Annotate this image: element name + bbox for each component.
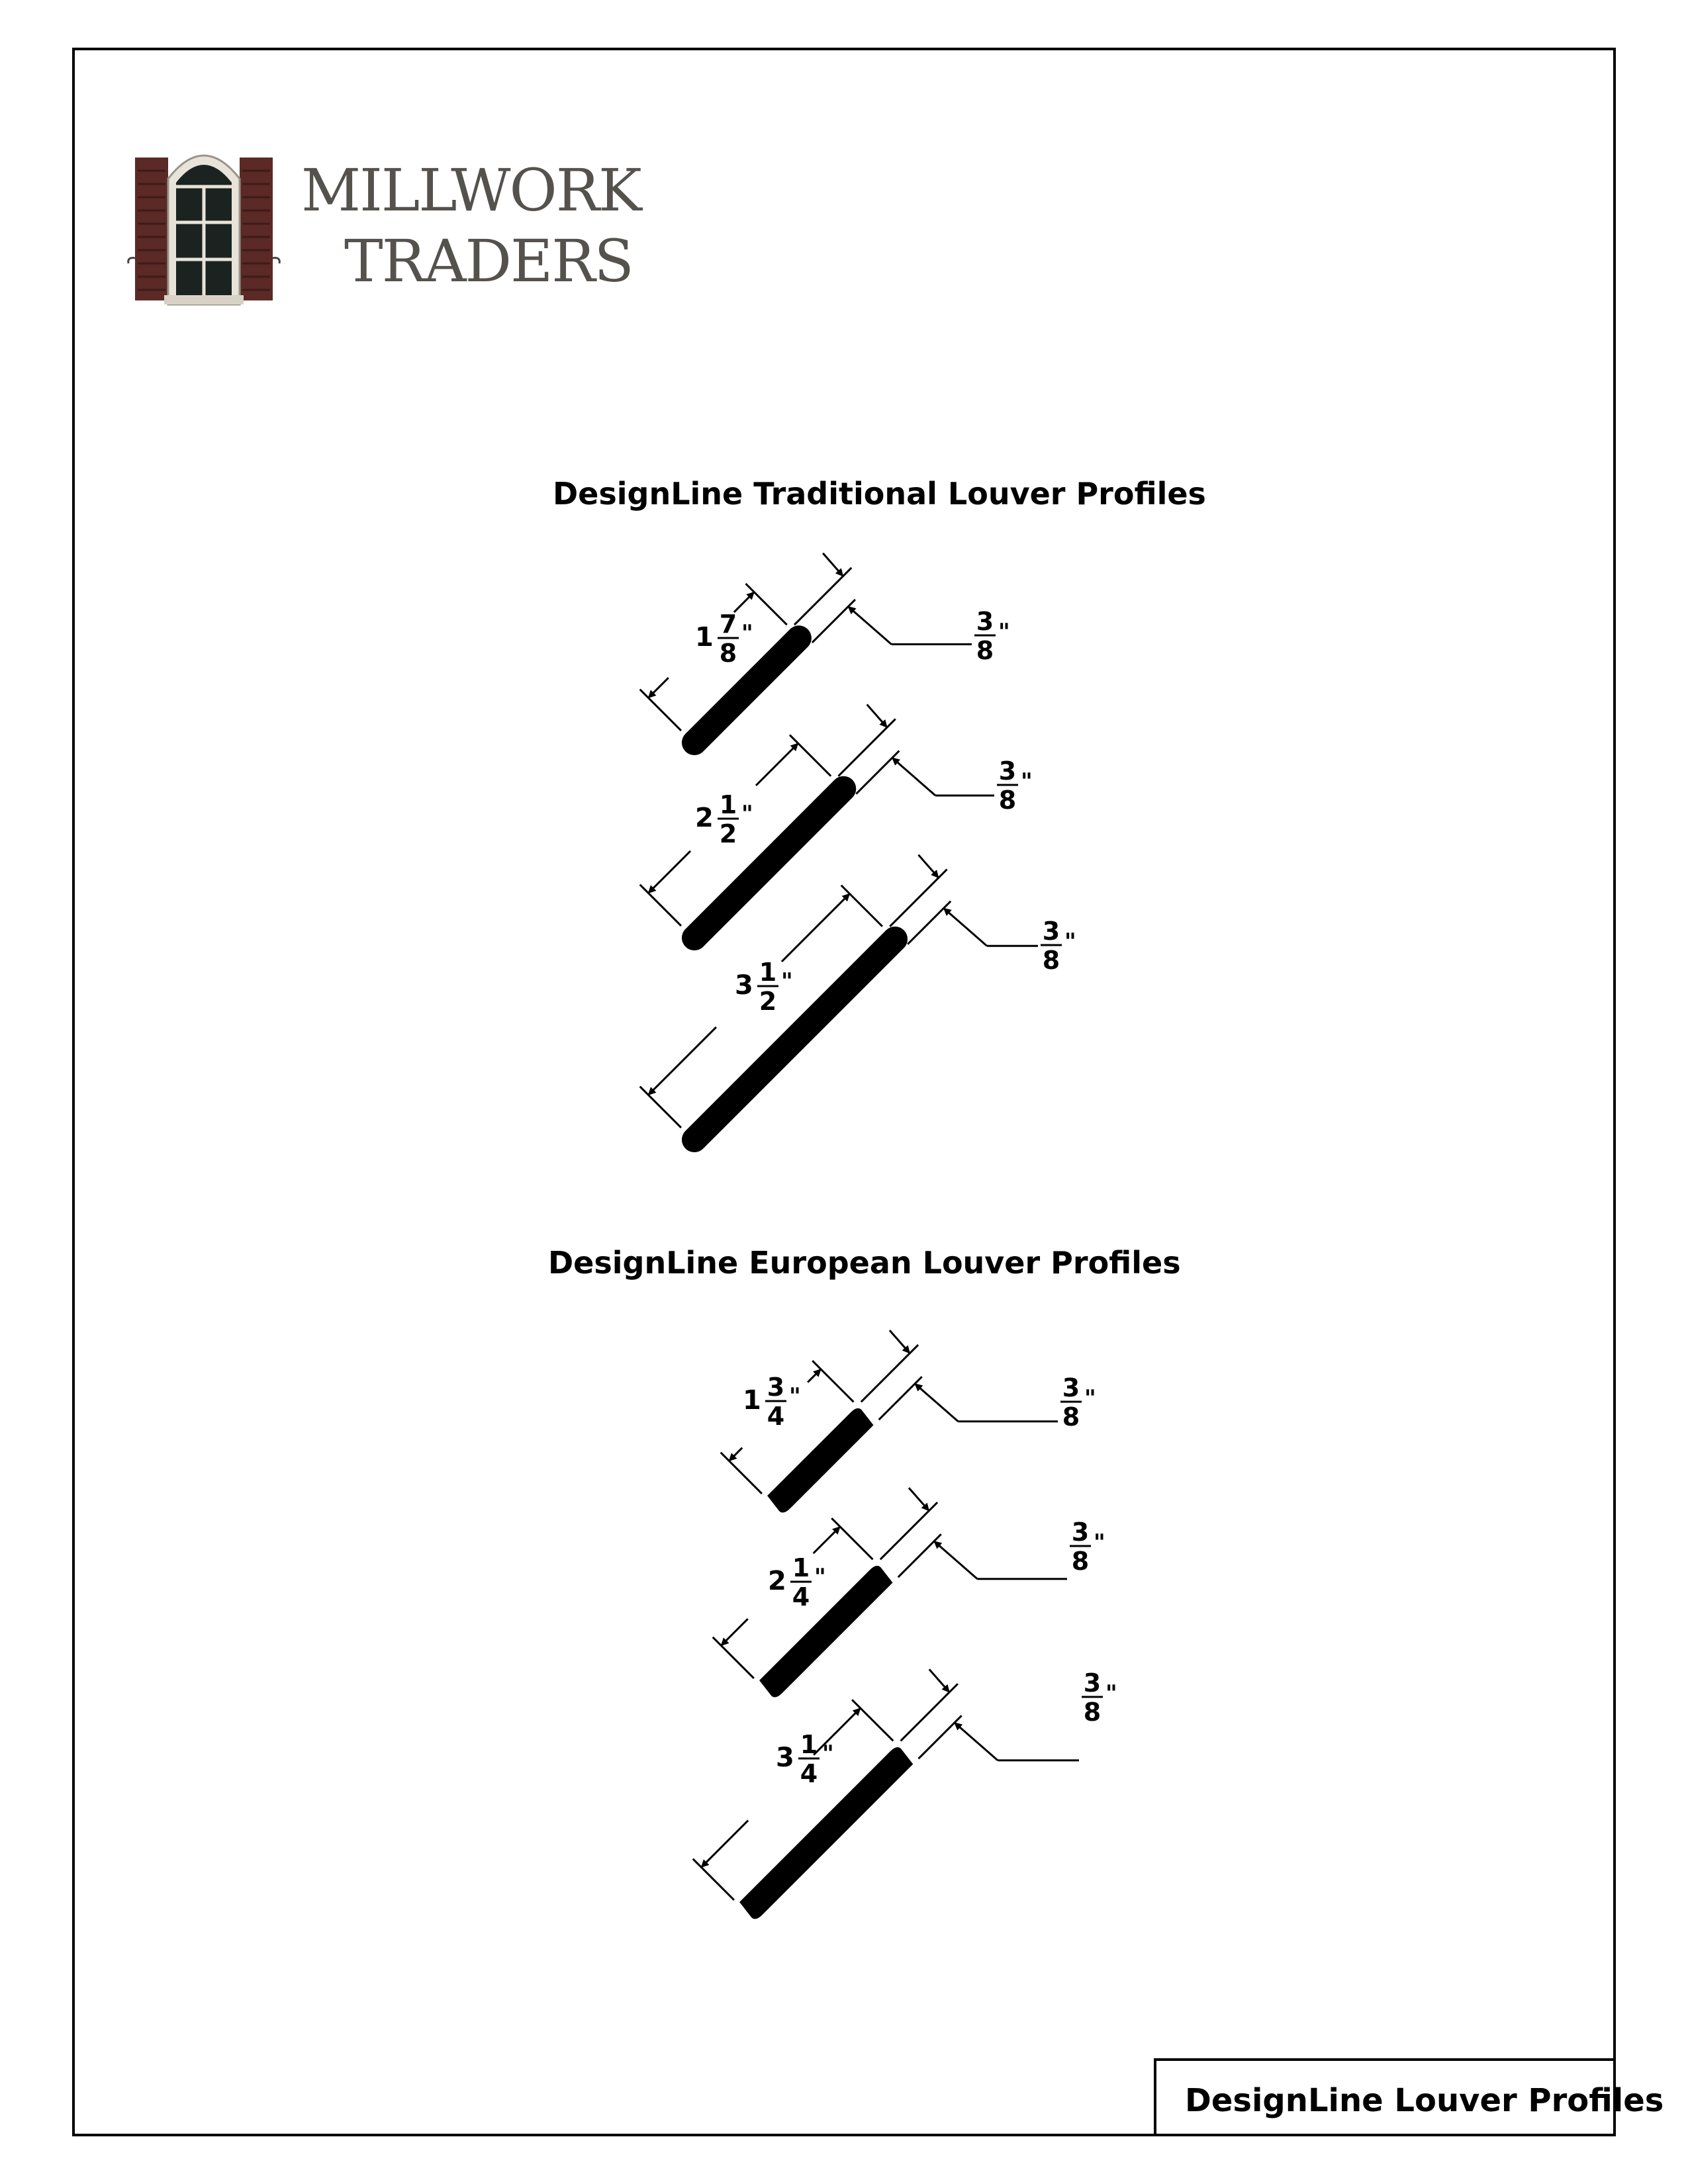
- thickness-arrow: [890, 1330, 910, 1353]
- width-extension-line: [831, 1518, 872, 1559]
- thickness-numerator: 3: [976, 607, 994, 636]
- width-dimension-label: [695, 610, 753, 668]
- width-whole: 1: [743, 1385, 761, 1416]
- thickness-denominator: 8: [998, 786, 1017, 815]
- width-whole: 2: [768, 1566, 786, 1596]
- width-whole: 2: [695, 803, 714, 833]
- thickness-arrow: [867, 704, 887, 727]
- thickness-leader: [956, 1561, 977, 1579]
- width-extension-line: [693, 1859, 734, 1900]
- width-numerator: 1: [759, 958, 777, 987]
- inch-mark: ": [814, 1564, 826, 1590]
- traditional-profile-3: [640, 855, 1076, 1152]
- width-extension-line: [812, 1361, 853, 1402]
- inch-mark: ": [1084, 1385, 1096, 1412]
- width-dimension-label: [743, 1373, 801, 1431]
- thickness-denominator: 8: [1042, 946, 1060, 975]
- width-dimension-line: [721, 1619, 747, 1645]
- title-block: [1155, 2060, 1664, 2135]
- width-denominator: 4: [792, 1582, 810, 1612]
- thickness-dimension-label: [1041, 917, 1076, 975]
- thickness-denominator: 8: [1071, 1547, 1090, 1576]
- thickness-extension-line: [861, 1345, 918, 1402]
- millwork-traders-logo: [128, 156, 643, 304]
- width-dimension-label: [768, 1553, 826, 1612]
- thickness-leader: [914, 777, 935, 796]
- thickness-arrow: [915, 1384, 937, 1403]
- width-numerator: 1: [792, 1553, 810, 1582]
- width-dimension-line: [701, 1821, 748, 1868]
- width-dimension-line: [756, 743, 798, 786]
- thickness-numerator: 3: [1042, 917, 1060, 946]
- width-dimension-line: [782, 893, 850, 962]
- thickness-extension-line: [794, 568, 851, 625]
- thickness-denominator: 8: [1062, 1402, 1080, 1432]
- thickness-dimension-label: [974, 607, 1010, 665]
- thickness-arrow: [823, 553, 843, 576]
- width-denominator: 2: [719, 819, 737, 848]
- thickness-extension-line: [880, 1502, 937, 1559]
- width-dimension-line: [734, 592, 754, 612]
- width-denominator: 8: [719, 639, 737, 668]
- thickness-denominator: 8: [976, 636, 994, 665]
- european-section-title: DesignLine European Louver Profiles: [548, 1245, 1181, 1281]
- thickness-extension-line: [890, 870, 947, 927]
- traditional-section-title: DesignLine Traditional Louver Profiles: [553, 476, 1206, 512]
- width-extension-line: [640, 885, 681, 926]
- louver-slat: [682, 927, 908, 1152]
- thickness-leader: [966, 927, 987, 946]
- width-dimension-line: [729, 1448, 742, 1461]
- thickness-arrow: [955, 1723, 976, 1742]
- thickness-numerator: 3: [1083, 1668, 1102, 1698]
- width-numerator: 3: [767, 1373, 785, 1402]
- inch-mark: ": [1105, 1680, 1117, 1707]
- width-dimension-label: [695, 790, 753, 848]
- width-numerator: 1: [719, 790, 737, 819]
- inch-mark: ": [789, 1383, 801, 1410]
- logo-text-millwork: MILLWORK: [301, 156, 641, 224]
- thickness-extension-line: [901, 1684, 958, 1741]
- width-dimension-line: [648, 678, 668, 698]
- width-denominator: 4: [800, 1759, 818, 1788]
- width-extension-line: [852, 1700, 893, 1741]
- thickness-dimension-label: [1082, 1668, 1117, 1727]
- width-numerator: 1: [800, 1730, 818, 1759]
- thickness-arrow: [848, 607, 870, 626]
- width-extension-line: [841, 886, 882, 927]
- louver-slat: [739, 1747, 914, 1919]
- thickness-leader: [976, 1742, 998, 1760]
- inch-mark: ": [1021, 768, 1033, 795]
- width-extension-line: [745, 584, 786, 625]
- thickness-numerator: 3: [998, 756, 1017, 786]
- thickness-dimension-label: [997, 756, 1033, 815]
- width-numerator: 7: [719, 610, 737, 639]
- width-extension-line: [640, 1087, 681, 1128]
- traditional-profile-1: [640, 553, 1010, 755]
- width-dimension-line: [648, 1027, 716, 1095]
- width-extension-line: [713, 1637, 754, 1678]
- inch-mark: ": [822, 1741, 834, 1767]
- thickness-arrow: [944, 908, 966, 927]
- louver-profile-drawings: [640, 553, 1117, 1919]
- width-dimension-line: [814, 1708, 861, 1755]
- width-denominator: 2: [759, 987, 777, 1016]
- inch-mark: ": [1094, 1529, 1105, 1556]
- width-denominator: 4: [767, 1402, 785, 1431]
- thickness-numerator: 3: [1071, 1518, 1090, 1547]
- width-dimension-line: [814, 1527, 840, 1553]
- inch-mark: ": [781, 968, 793, 995]
- width-whole: 3: [735, 970, 753, 1001]
- width-dimension-label: [776, 1730, 834, 1788]
- thickness-arrow: [892, 758, 914, 777]
- thickness-extension-line: [838, 719, 895, 776]
- thickness-arrow: [909, 1488, 929, 1511]
- width-whole: 1: [695, 622, 714, 653]
- window-shutter-icon: [128, 156, 280, 304]
- width-whole: 3: [776, 1743, 794, 1773]
- width-dimension-line: [808, 1369, 821, 1383]
- thickness-arrow: [934, 1541, 956, 1561]
- thickness-dimension-label: [1070, 1518, 1105, 1576]
- thickness-leader: [870, 626, 892, 645]
- inch-mark: ": [1064, 929, 1076, 955]
- european-profile-3: [693, 1668, 1117, 1919]
- thickness-arrow: [918, 855, 938, 878]
- european-profile-1: [721, 1330, 1096, 1512]
- thickness-denominator: 8: [1083, 1698, 1102, 1727]
- width-dimension-line: [648, 851, 690, 893]
- width-dimension-label: [735, 958, 793, 1016]
- thickness-leader: [937, 1403, 958, 1422]
- inch-mark: ": [741, 620, 753, 647]
- thickness-arrow: [929, 1669, 949, 1692]
- thickness-numerator: 3: [1062, 1373, 1080, 1402]
- thickness-dimension-label: [1060, 1373, 1096, 1432]
- title-block-label: DesignLine Louver Profiles: [1185, 2082, 1664, 2119]
- inch-mark: ": [998, 619, 1010, 645]
- european-profile-2: [713, 1488, 1105, 1697]
- width-extension-line: [790, 735, 831, 776]
- logo-text-traders: TRADERS: [344, 227, 633, 295]
- inch-mark: ": [741, 801, 753, 827]
- width-extension-line: [721, 1453, 762, 1494]
- width-extension-line: [640, 690, 681, 731]
